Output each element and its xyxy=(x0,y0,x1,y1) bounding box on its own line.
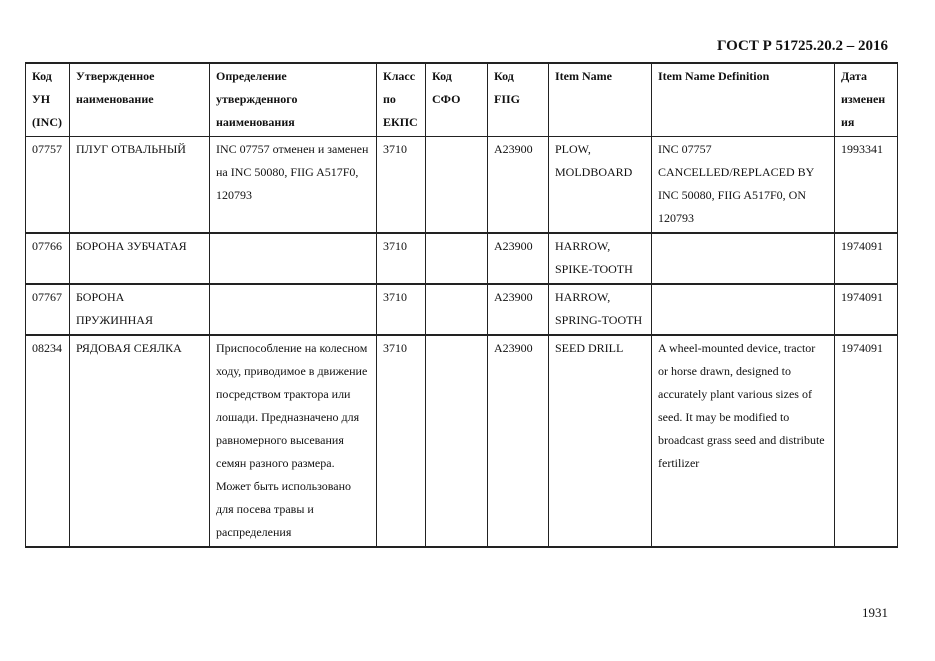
cell-item-name-definition: INC 07757 CANCELLED/REPLACED BY INC 50080, FIIG A517F0, ON 120793 xyxy=(652,137,835,234)
cell-fiig: A23900 xyxy=(488,335,549,547)
catalog-table xyxy=(25,62,898,548)
header-date: Дата изменен ия xyxy=(835,63,898,137)
cell-date: 1974091 xyxy=(835,233,898,284)
cell-fiig: A23900 xyxy=(488,137,549,234)
cell-definition xyxy=(210,284,377,335)
header-class: Класс по ЕКПС xyxy=(377,63,426,137)
cell-item-name: PLOW, MOLDBOARD xyxy=(549,137,652,234)
cell-item-name-definition xyxy=(652,233,835,284)
cell-approved-name: ПЛУГ ОТВАЛЬНЫЙ xyxy=(70,137,210,234)
cell-definition: Приспособление на колесном ходу, приводимое в движение посредством трактора или лошади. Предназначено для равномерного высевания семян разного размера. Может быть использовано для посева травы и распределения xyxy=(210,335,377,547)
cell-approved-name: БОРОНА ПРУЖИННАЯ xyxy=(70,284,210,335)
cell-fiig: A23900 xyxy=(488,233,549,284)
cell-approved-name: РЯДОВАЯ СЕЯЛКА xyxy=(70,335,210,547)
cell-item-name-definition: A wheel-mounted device, tractor or horse drawn, designed to accurately plant various sizes of seed. It may be modified to broadcast grass seed and distribute fertilizer xyxy=(652,335,835,547)
cell-date: 1974091 xyxy=(835,284,898,335)
header-inc: Код УН (INC) xyxy=(26,63,70,137)
header-sfo: Код СФО xyxy=(426,63,488,137)
cell-class: 3710 xyxy=(377,137,426,234)
table-row xyxy=(26,335,898,547)
cell-sfo xyxy=(426,137,488,234)
table-row xyxy=(26,233,898,284)
cell-item-name: HARROW, SPIKE-TOOTH xyxy=(549,233,652,284)
cell-item-name-definition xyxy=(652,284,835,335)
cell-fiig: A23900 xyxy=(488,284,549,335)
page-number: 1931 xyxy=(862,605,888,620)
cell-class: 3710 xyxy=(377,233,426,284)
document-title: ГОСТ Р 51725.20.2 – 2016 xyxy=(716,38,888,54)
header-item-name-definition: Item Name Definition xyxy=(652,63,835,137)
cell-date: 1974091 xyxy=(835,335,898,547)
cell-sfo xyxy=(426,284,488,335)
cell-inc: 07767 xyxy=(26,284,70,335)
table-row xyxy=(26,137,898,234)
cell-item-name: HARROW, SPRING-TOOTH xyxy=(549,284,652,335)
cell-class: 3710 xyxy=(377,335,426,547)
cell-inc: 07766 xyxy=(26,233,70,284)
cell-approved-name: БОРОНА ЗУБЧАТАЯ xyxy=(70,233,210,284)
cell-sfo xyxy=(426,335,488,547)
cell-definition xyxy=(210,233,377,284)
header-definition: Определение утвержденного наименования xyxy=(210,63,377,137)
header-fiig: Код FIIG xyxy=(488,63,549,137)
header-approved-name: Утвержденное наименование xyxy=(70,63,210,137)
cell-item-name: SEED DRILL xyxy=(549,335,652,547)
cell-date: 1993341 xyxy=(835,137,898,234)
cell-inc: 07757 xyxy=(26,137,70,234)
cell-inc: 08234 xyxy=(26,335,70,547)
header-item-name: Item Name xyxy=(549,63,652,137)
cell-definition: INC 07757 отменен и заменен на INC 50080, FIIG A517F0, 120793 xyxy=(210,137,377,234)
table-row xyxy=(26,284,898,335)
cell-sfo xyxy=(426,233,488,284)
table-header-row xyxy=(26,63,898,137)
cell-class: 3710 xyxy=(377,284,426,335)
